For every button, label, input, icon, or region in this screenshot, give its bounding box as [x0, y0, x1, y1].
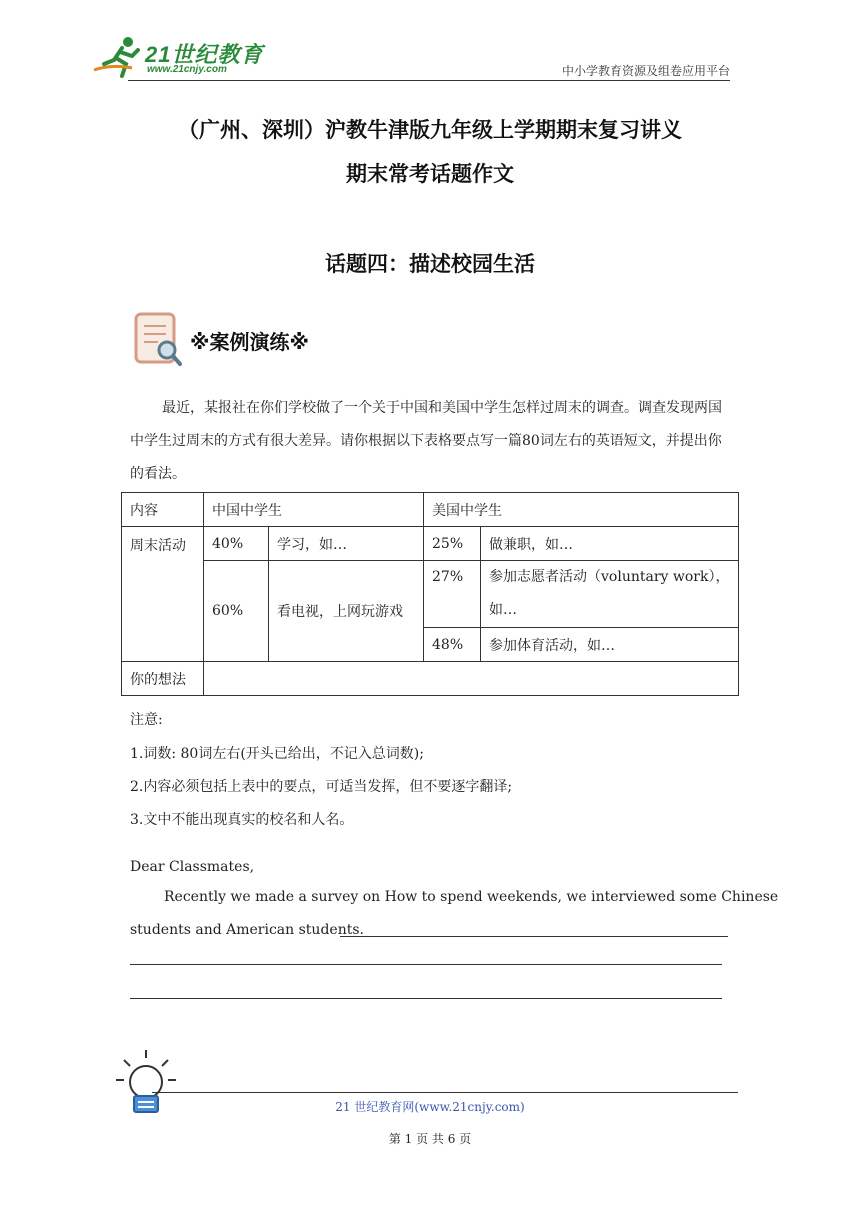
table-cell: 你的想法	[122, 662, 204, 696]
table-header-row	[122, 493, 739, 527]
note-item: 1.词数: 80词左右(开头已给出，不记入总词数);	[130, 746, 424, 762]
table-cell: 48%	[424, 628, 481, 662]
note-item: 2.内容必须包括上表中的要点，可适当发挥，但不要逐字翻译;	[130, 779, 513, 795]
table-cell: 27%	[424, 561, 481, 628]
table-cell: 60%	[204, 561, 269, 662]
table-row	[122, 662, 739, 696]
table-cell: 参加体育活动，如…	[481, 628, 739, 662]
table-cell: 周末活动	[122, 527, 204, 662]
table-cell: 学习，如…	[269, 527, 424, 561]
intro-paragraph: 最近，某报社在你们学校做了一个关于中国和美国中学生怎样过周末的调查。调查发现两国中学生过周末的方式有很大差异。请你根据以下表格要点写一篇80词左右的英语短文，并提出你的看法。	[130, 400, 722, 482]
page-number: 第 1 页 共 6 页	[388, 1132, 472, 1146]
table-cell: 40%	[204, 527, 269, 561]
table-cell: 中国中学生	[204, 493, 424, 527]
essay-line: Recently we made a survey on How to spend weekends, we interviewed some Chinese	[164, 889, 779, 905]
essay-greeting: Dear Classmates,	[130, 859, 255, 875]
essay-line: students and American students.	[130, 922, 364, 938]
logo-text: 21世纪教育	[145, 42, 264, 67]
topic-title: 话题四：描述校园生活	[325, 251, 535, 276]
document-search-icon	[134, 312, 182, 368]
platform-name: 中小学教育资源及组卷应用平台	[561, 64, 730, 78]
header-divider	[128, 80, 730, 81]
table-cell: 内容	[122, 493, 204, 527]
answer-line	[130, 964, 722, 965]
logo-url: www.21cnjy.com	[147, 64, 227, 75]
answer-line	[340, 936, 728, 937]
table-cell: 美国中学生	[424, 493, 739, 527]
footer-divider	[152, 1092, 738, 1093]
table-row	[122, 527, 739, 561]
case-section-title: ※案例演练※	[190, 330, 309, 354]
note-item: 3.文中不能出现真实的校名和人名。	[130, 812, 354, 828]
footer-site-link[interactable]: 21 世纪教育网(www.21cnjy.com)	[335, 1100, 525, 1114]
survey-table	[121, 492, 739, 696]
table-cell: 参加志愿者活动（voluntary work），如…	[481, 561, 739, 628]
table-cell: 25%	[424, 527, 481, 561]
table-cell: 看电视，上网玩游戏	[269, 561, 424, 662]
notes-heading: 注意:	[130, 712, 163, 728]
table-cell	[204, 662, 739, 696]
table-cell: 做兼职，如…	[481, 527, 739, 561]
sub-title: 期末常考话题作文	[346, 161, 514, 186]
main-title: （广州、深圳）沪教牛津版九年级上学期期末复习讲义	[178, 117, 682, 142]
answer-line	[130, 998, 722, 999]
